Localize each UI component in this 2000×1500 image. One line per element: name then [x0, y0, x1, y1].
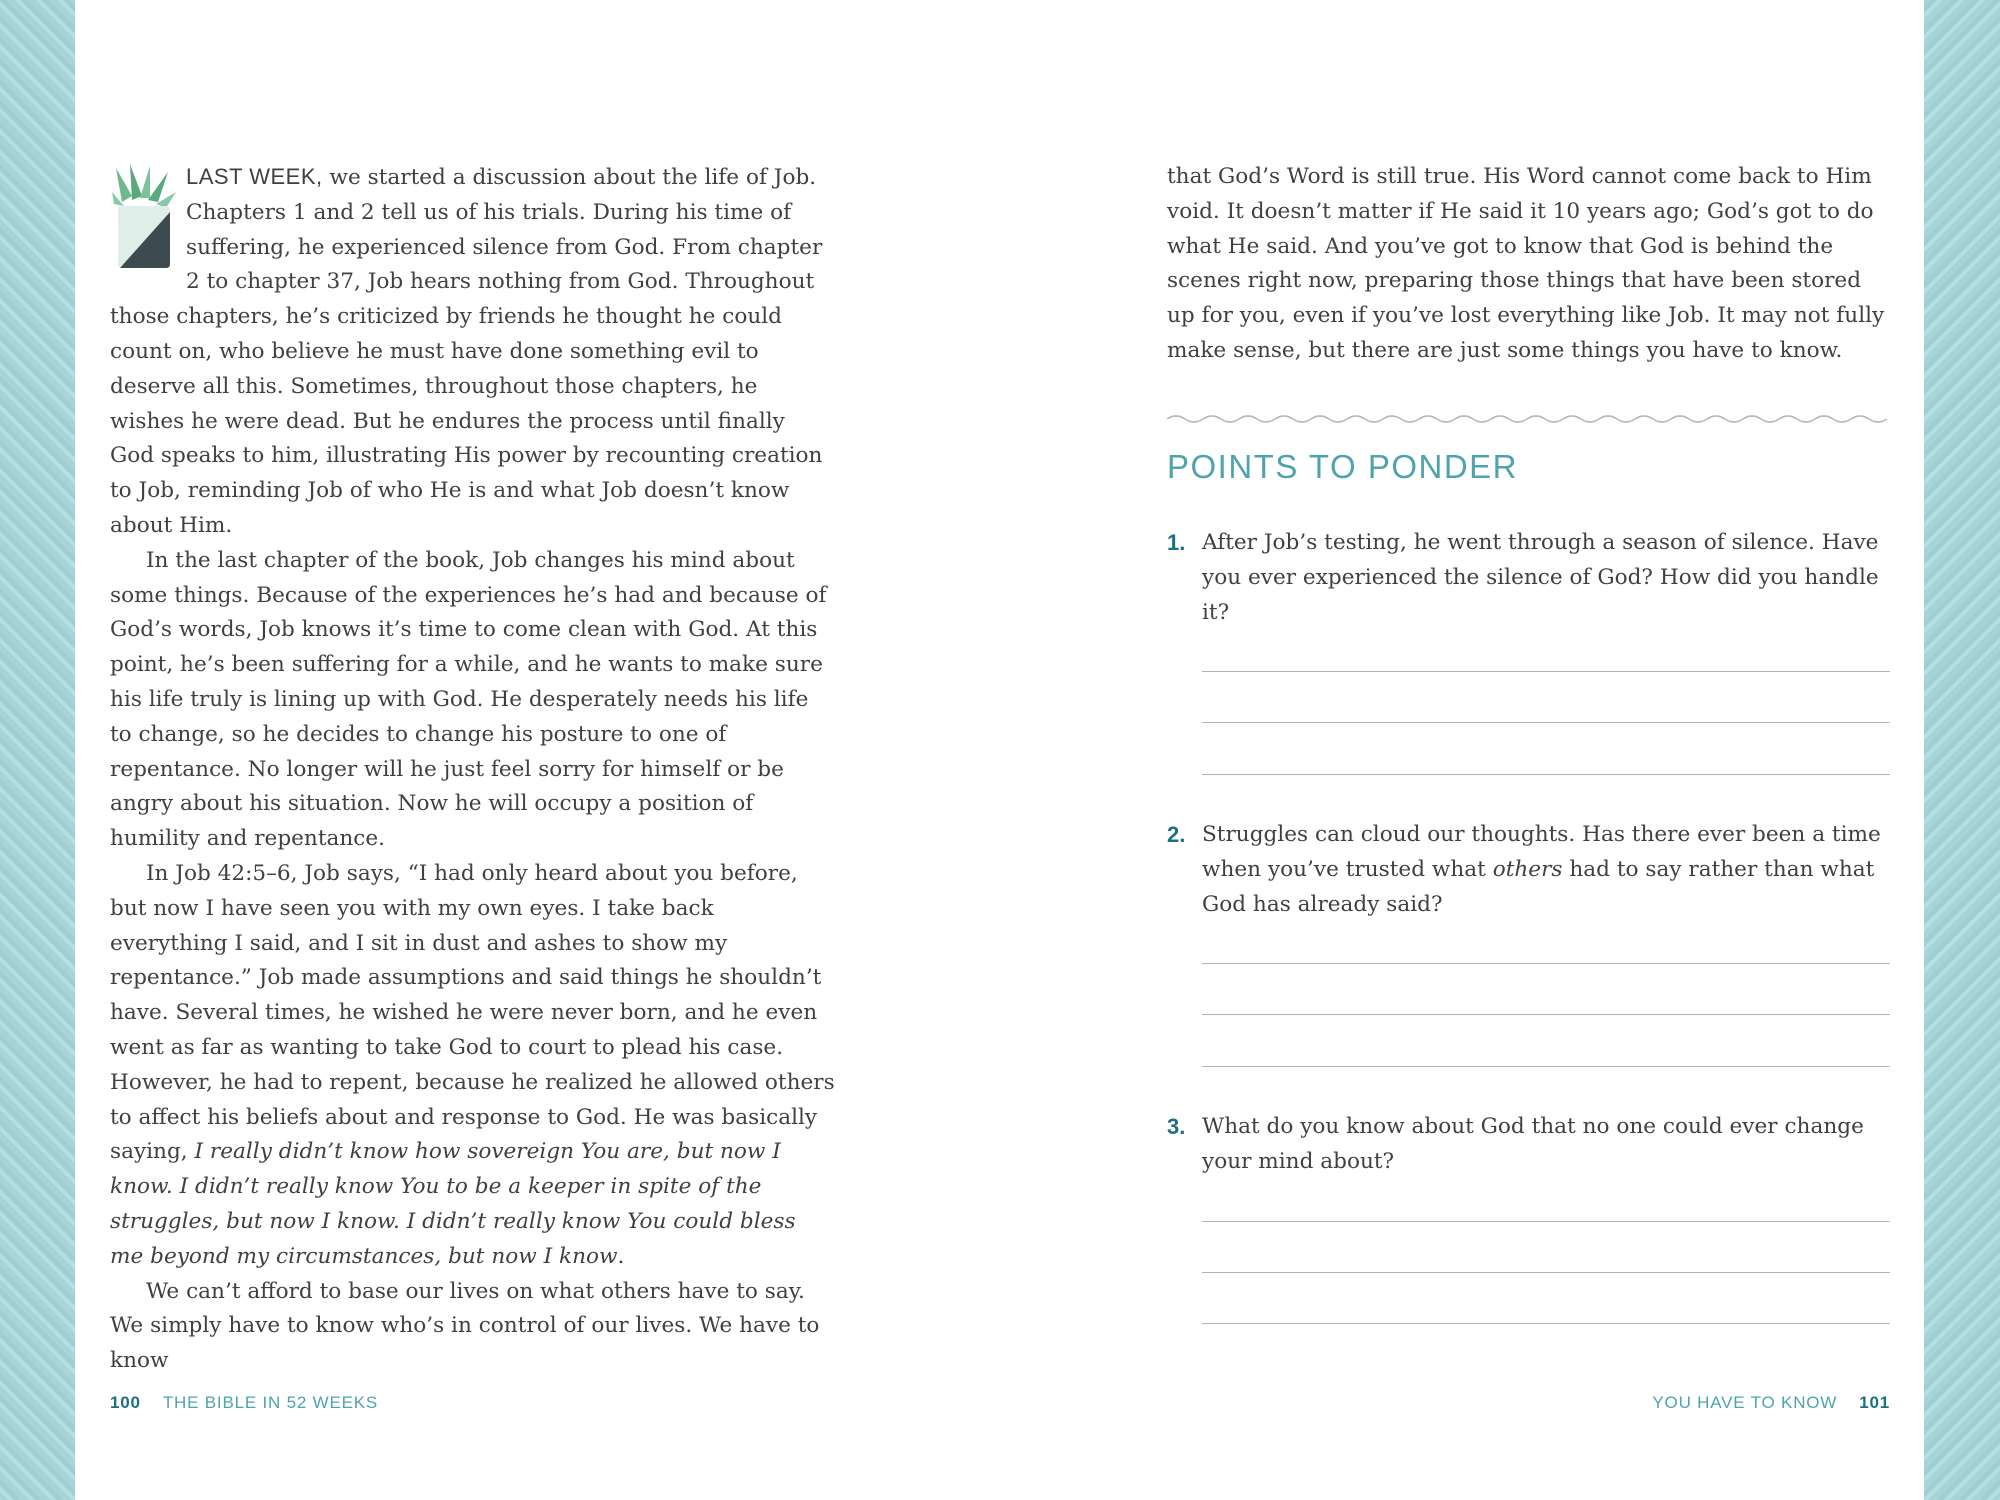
- answer-line[interactable]: [1202, 1066, 1890, 1067]
- question-text: What do you know about God that no one could ever change your mind about?: [1202, 1114, 1864, 1174]
- wavy-divider: [1167, 412, 1890, 426]
- section-title: POINTS TO PONDER: [1167, 448, 1519, 485]
- running-title-right: YOU HAVE TO KNOW: [1652, 1393, 1838, 1412]
- right-page-body: [1167, 160, 1890, 369]
- paragraph-3-text: In Job 42:5–6, Job says, “I had only heard about you before, but now I have seen you with my own eyes. I take back everything I said, and I sit in dust and ashes to show my repentance.” Job made assumptions and said things he shouldn’t have. Several times, he wished he were never born, and he even went as far as wanting to take God to court to plead his case. However, he had to repent, because he realized he allowed others to affect his beliefs about and response to God. He was basically saying,: [110, 860, 835, 1165]
- answer-line[interactable]: [1202, 1272, 1890, 1273]
- left-footer: [110, 1393, 378, 1413]
- question-text-italic: others: [1492, 856, 1563, 882]
- question-text: [1202, 818, 1890, 922]
- question-text: After Job’s testing, he went through a season of silence. Have you ever experienced the silence of God? How did you handle it?: [1202, 530, 1879, 625]
- paragraph-3-end: .: [617, 1243, 625, 1269]
- question-number: 1.: [1167, 530, 1186, 555]
- page-number-left: 100: [110, 1393, 141, 1412]
- answer-line[interactable]: [1202, 1014, 1890, 1015]
- paragraph-3-italic: I really didn’t know how sovereign You are, but now I know. I didn’t really know You to be a keeper in spite of the struggles, but now I know. I didn’t really know You could bless me beyond my circumstances, but now I know: [110, 1139, 796, 1269]
- answer-line[interactable]: [1202, 722, 1890, 723]
- left-page-body: [110, 160, 835, 1379]
- paragraph-3: [110, 857, 835, 1275]
- paragraph-4: We can’t afford to base our lives on what others have to say. We simply have to know who’s in control of our lives. We have to know: [110, 1278, 820, 1374]
- answer-line[interactable]: [1202, 774, 1890, 775]
- page-number-right: 101: [1859, 1393, 1890, 1412]
- running-title-left: THE BIBLE IN 52 WEEKS: [162, 1393, 379, 1412]
- potted-plant-icon: [110, 162, 178, 270]
- right-footer: [1652, 1393, 1890, 1413]
- paragraph-2: In the last chapter of the book, Job changes his mind about some things. Because of the experiences he’s had and because of God’s words, Job knows it’s time to come clean with God. At this point, he’s been suffering for a while, and he wants to make sure his life truly is lining up with God. He desperately needs his life to change, so he decides to change his posture to one of repentance. No longer will he just feel sorry for himself or be angry about his situation. Now he will occupy a position of humility and repentance.: [110, 547, 827, 852]
- answer-line[interactable]: [1202, 963, 1890, 964]
- page-edge-right: [1924, 0, 2000, 1500]
- answer-line[interactable]: [1202, 1323, 1890, 1324]
- answer-line[interactable]: [1202, 1221, 1890, 1222]
- paragraph-1: we started a discussion about the life of Job. Chapters 1 and 2 tell us of his trials. During his time of suffering, he experienced silence from God. From chapter 2 to chapter 37, Job hears nothing from God. Throughout those chapters, he’s criticized by friends he thought he could count on, who believe he must have done something evil to deserve all this. Sometimes, throughout those chapters, he wishes he were dead. But he endures the process until finally God speaks to him, illustrating His power by recounting creation to Job, reminding Job of who He is and what Job doesn’t know about Him.: [110, 165, 823, 538]
- question-text-part: had to say rather than what God has already said?: [1202, 856, 1875, 917]
- page-edge-left: [0, 0, 75, 1500]
- question-number: 2.: [1167, 822, 1186, 847]
- question-text-part: Struggles can cloud our thoughts. Has there ever been a time when you’ve trusted what: [1202, 822, 1881, 882]
- lead-in: LAST WEEK,: [186, 164, 323, 189]
- answer-line[interactable]: [1202, 671, 1890, 672]
- continuation-paragraph: that God’s Word is still true. His Word cannot come back to Him void. It doesn’t matter if He said it 10 years ago; God’s got to do what He said. And you’ve got to know that God is behind the scenes right now, preparing those things that have been stored up for you, even if you’ve lost everything like Job. It may not fully make sense, but there are just some things you have to know.: [1167, 164, 1885, 363]
- question-number: 3.: [1167, 1114, 1186, 1139]
